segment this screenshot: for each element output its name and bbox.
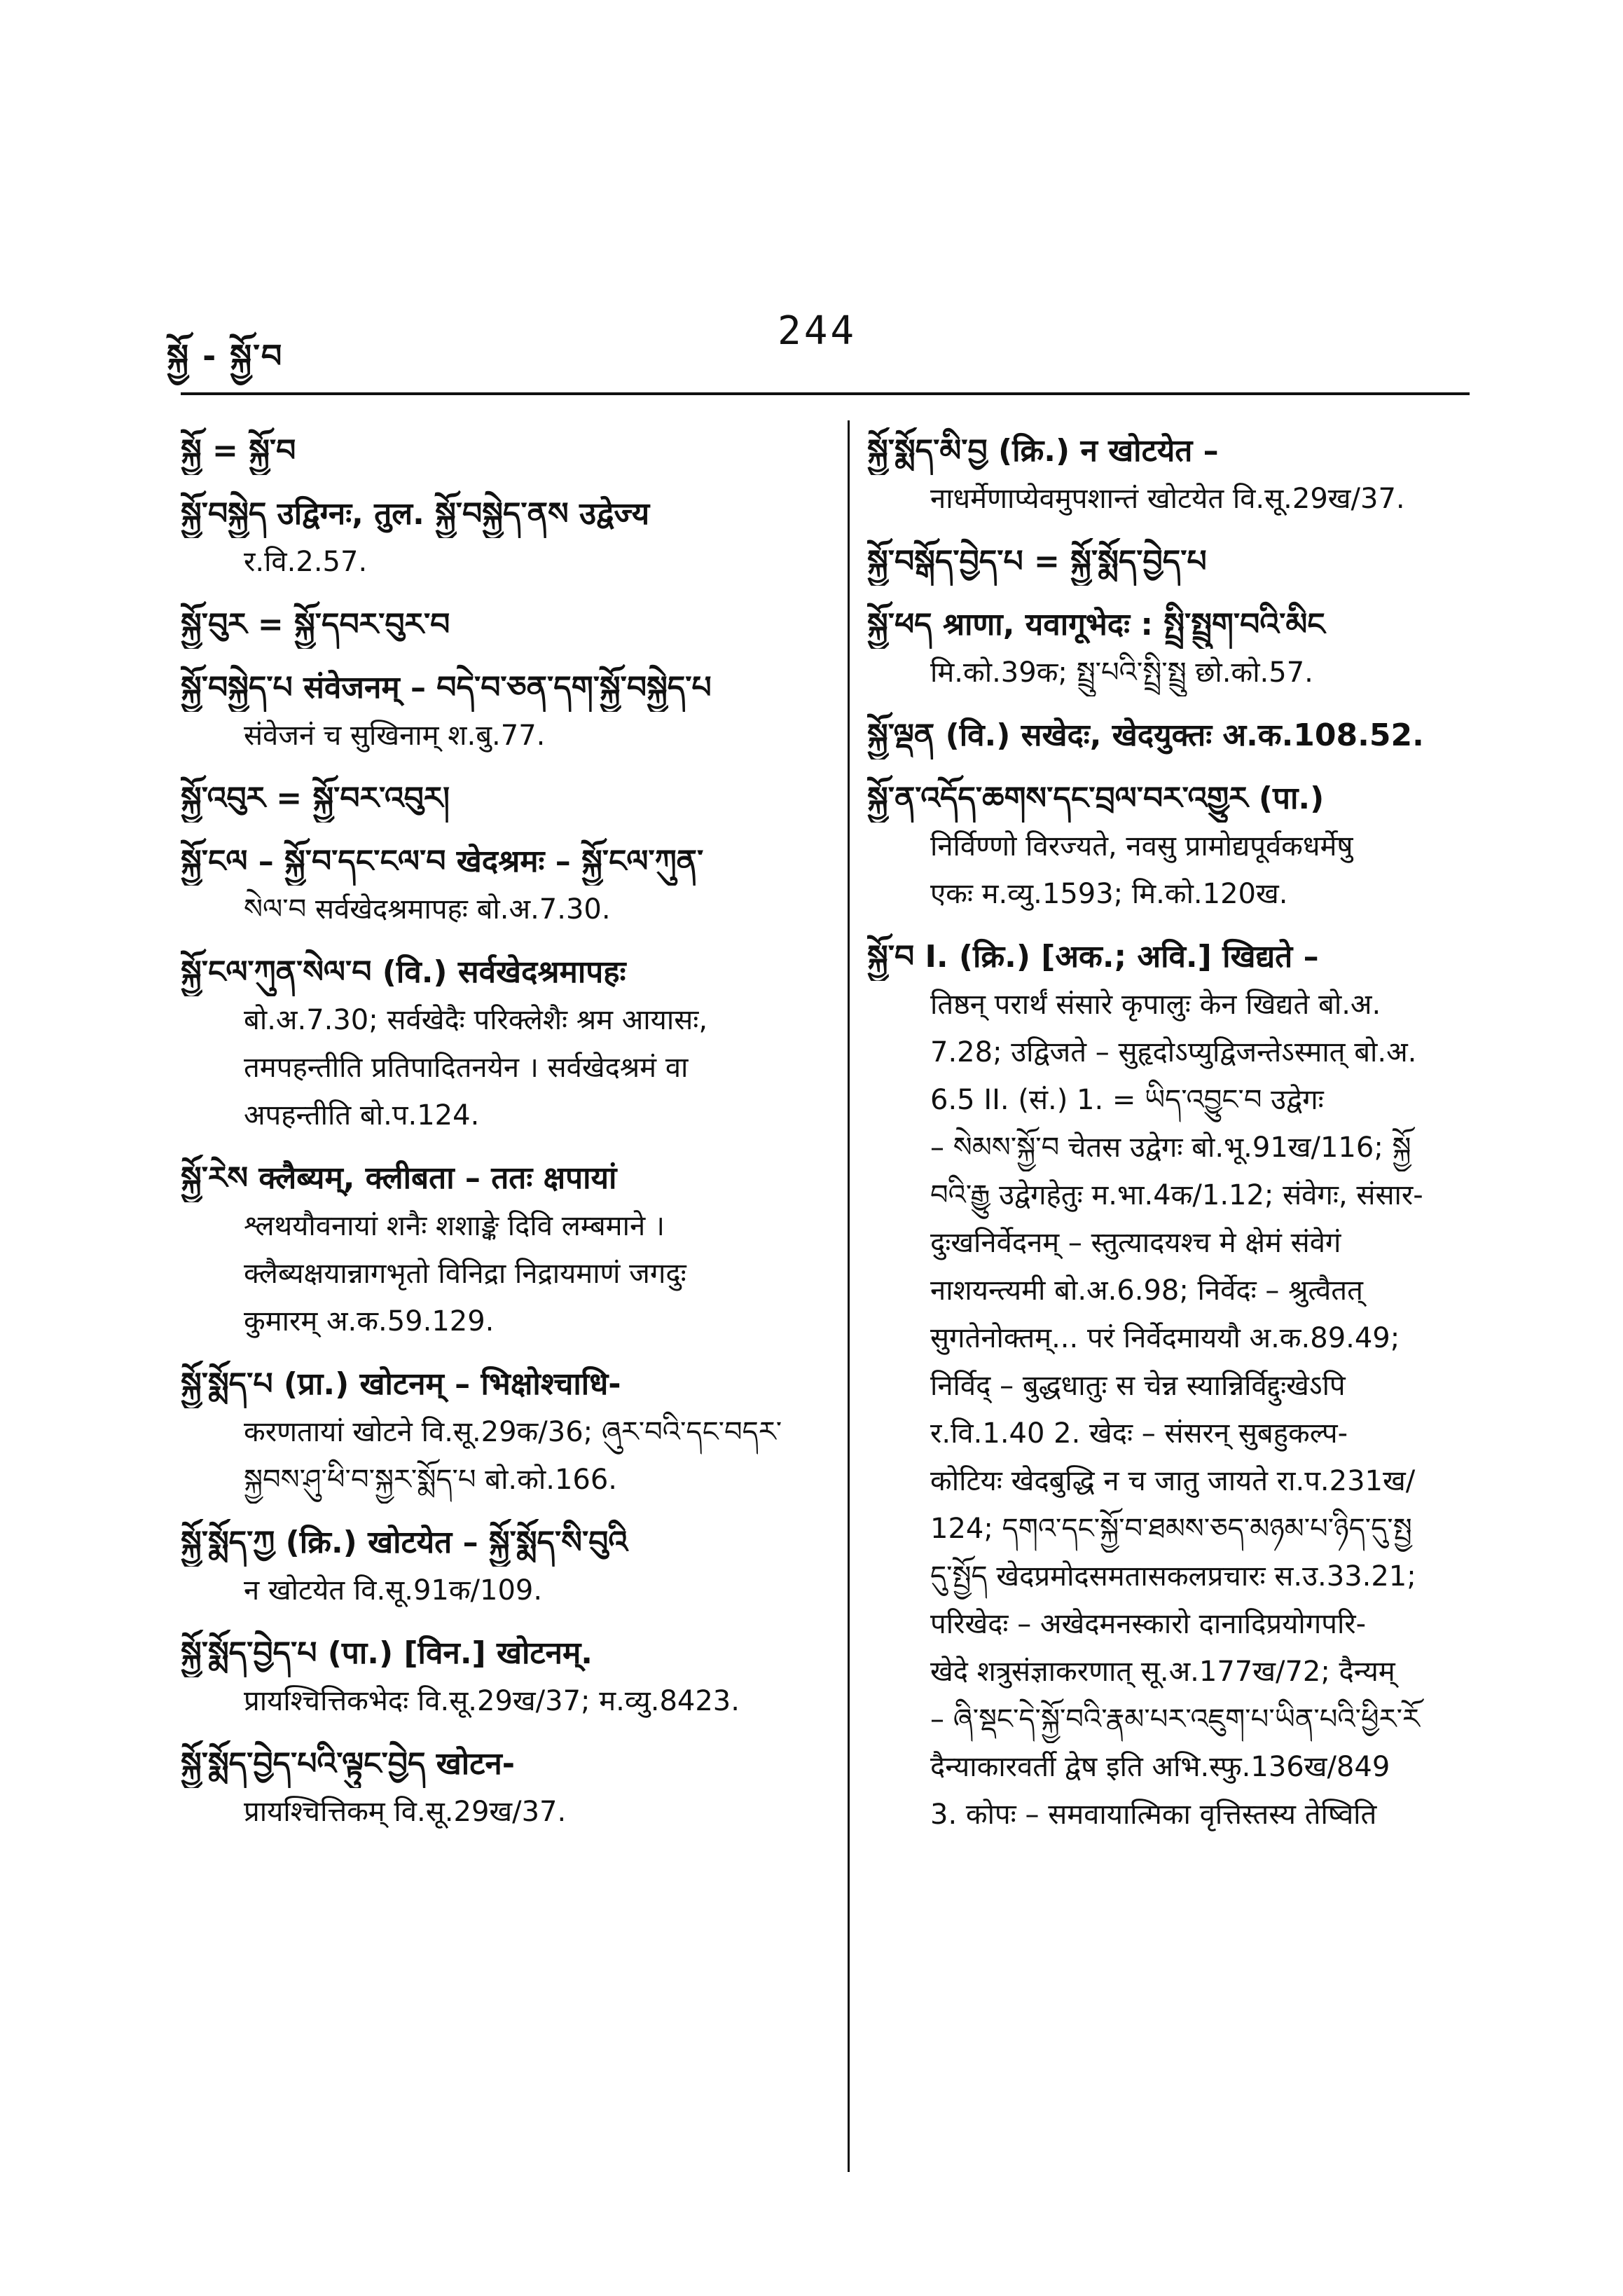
entry-text-line: परिखेदः – अखेदमनस्कारो दानादिप्रयोगपरि-	[930, 1608, 1367, 1640]
entry-headword-line: སྐྱོ་བསྒོད་བྱེད་པ = སྐྱོ་སྨོད་བྱེད་པ	[867, 544, 1207, 579]
entry-text-line: खेदे शत्रुसंज्ञाकरणात् सू.अ.177ख/72; दैन्यम्	[930, 1656, 1395, 1688]
entry-text-line: དུ་སྤྱོད खेदप्रमोदसमतासकलप्रचारः स.उ.33.21;	[930, 1560, 1416, 1593]
entry-text-line: र.वि.2.57.	[244, 546, 368, 578]
entry-text-line: श्लथयौवनायां शनैः शशाङ्के दिवि लम्बमाने ।	[244, 1210, 665, 1242]
right-column	[867, 427, 1498, 1854]
entry-text-line: बो.अ.7.30; सर्वखेदैः परिक्लेशैः श्रम आयासः,	[244, 1004, 708, 1036]
entry-text-line: निर्विण्णो विरज्यते, नवसु प्रामोद्यपूर्वकधर्मेषु	[930, 830, 1353, 862]
dictionary-entry	[181, 949, 825, 1139]
dictionary-entry	[867, 427, 1498, 523]
entry-text-line: र.वि.1.40 2. खेदः – संसरन् सुबहुकल्प-	[930, 1417, 1348, 1450]
entry-text-line: – སེམས་སྐྱོ་བ चेतस उद्वेगः बो.भू.91ख/116; སྐྱོ	[930, 1132, 1411, 1164]
entry-text-line: प्रायश्चित्तिकम् वि.सू.29ख/37.	[244, 1796, 567, 1828]
entry-text-line: करणतायां खोटने वि.सू.29क/36; ཞུར་བའི་དང་བདར་	[244, 1416, 782, 1448]
header-rule	[181, 392, 1470, 395]
entry-headword-line: སྐྱོ་བ I. (क्रि.) [अक.; अवि.] खिद्यते –	[867, 939, 1319, 975]
dictionary-entry	[867, 933, 1498, 1838]
entry-text-line: क्लैब्यक्षयान्नागभृतो विनिद्रा निद्रायमाणं जगदुः	[244, 1258, 686, 1290]
entry-text-line: अपहन्तीति बो.प.124.	[244, 1099, 480, 1132]
entry-headword-line: སྐྱོ་སྨོད་པ (प्रा.) खोटनम् – भिक्षोश्चाधि-	[181, 1366, 621, 1402]
entry-text-line: सुगतेनोक्तम्... परं निर्वेदमाययौ अ.क.89.49;	[930, 1322, 1400, 1354]
entry-text-line: प्रायश्चित्तिकभेदः वि.सू.29ख/37; म.व्यु.8423.	[244, 1685, 740, 1717]
entry-headword-line: སྐྱོ་ངལ – སྐྱོ་བ་དང་ངལ་བ खेदश्रमः – སྐྱོ་ངལ་ཀུན་	[181, 844, 704, 879]
entry-text-line: སེལ་བ सर्वखेदश्रमापहः बो.अ.7.30.	[244, 893, 611, 926]
dictionary-entry	[867, 775, 1498, 918]
entry-text-line: न खोटयेत वि.सू.91क/109.	[244, 1574, 543, 1607]
entry-headword-line: སྐྱོ་སྨོད་བྱེད་པ (पा.) [विन.] खोटनम्.	[181, 1635, 593, 1671]
entry-headword-line: སྐྱོ་བསྐྱེད उद्विग्नः, तुल. སྐྱོ་བསྐྱེད་ནས उद्वेज्य	[181, 496, 650, 532]
entry-text-line: मि.को.39क; སྤྲུ་པའི་སྤྲི་སྤྲུ छो.को.57.	[930, 657, 1313, 689]
dictionary-entry	[181, 1630, 825, 1725]
entry-text-line: दैन्याकारवर्ती द्वेष इति अभि.स्फु.136ख/849	[930, 1751, 1390, 1783]
dictionary-entry	[867, 538, 1498, 586]
entry-text-line: 124; དགའ་དང་སྐྱོ་བ་ཐམས་ཅད་མཉམ་པ་ཉིད་དུ་སྤྱ	[930, 1513, 1412, 1545]
entry-text-line: कोटियः खेदबुद्धि न च जातु जायते रा.प.231ख/	[930, 1465, 1416, 1497]
entry-headword-line: སྐྱོ་སྨོད་མི་བྱ (क्रि.) न खोटयेत –	[867, 433, 1219, 469]
dictionary-entry	[181, 1361, 825, 1504]
dictionary-entry	[867, 712, 1498, 759]
column-divider	[848, 420, 850, 2172]
dictionary-entry	[181, 601, 825, 649]
entry-text-line: 3. कोपः – समवायात्मिका वृत्तिस्तस्य तेष्विति	[930, 1799, 1377, 1831]
entry-text-line: तिष्ठन् परार्थं संसारे कृपालुः केन खिद्यते बो.अ.	[930, 989, 1381, 1021]
entry-text-line: 7.28; उद्विजते – सुहृदोऽप्युद्विजन्तेऽस्मात् बो.अ.	[930, 1036, 1417, 1068]
page-number: 244	[778, 308, 857, 354]
entry-text-line: – ཞི་སྡང་དེ་སྐྱོ་བའི་རྣམ་པར་འཇུག་པ་ཡིན་པའི་ཕྱིར་རོ	[930, 1703, 1420, 1735]
dictionary-entry	[181, 490, 825, 586]
entry-headword-line: སྐྱོ་བུར = སྐྱོ་དབར་བུར་བ	[181, 607, 450, 642]
dictionary-entry	[867, 601, 1498, 696]
dictionary-entry	[181, 1740, 825, 1836]
running-head: སྐྱོ - སྐྱོ་བ	[167, 337, 284, 375]
dictionary-entry	[181, 775, 825, 823]
entry-text-line: दुःखनिर्वेदनम् – स्तुत्यादयश्च मे क्षेमं संवेगं	[930, 1227, 1341, 1259]
entry-text-line: 6.5 II. (सं.) 1. = ཡིད་འབྱུང་བ उद्वेगः	[930, 1084, 1324, 1116]
entry-headword-line: སྐྱོ་བསྐྱེད་པ संवेजनम् – བདེ་བ་ཅན་དག་སྐྱོ་བསྐྱེད་པ	[181, 670, 712, 706]
entry-headword-line: སྐྱོ་ངལ་ཀུན་སེལ་བ (वि.) सर्वखेदश्रमापहः	[181, 954, 626, 990]
left-column	[181, 427, 825, 1851]
entry-headword-line: སྐྱོ་ན་འདོད་ཆགས་དང་བྲལ་བར་འགྱུར (पा.)	[867, 781, 1325, 816]
entry-text-line: སྐྱབས་ཤུ་ཕི་བ་སྐྱར་སྨོད་པ बो.को.166.	[244, 1464, 618, 1496]
entry-headword-line: སྐྱོ་སྨོད་བྱེད་པའི་ལྟུང་བྱེད खोटन-	[181, 1746, 516, 1782]
entry-text-line: संवेजनं च सुखिनाम् श.बु.77.	[244, 720, 546, 752]
entry-text-line: कुमारम् अ.क.59.129.	[244, 1305, 495, 1338]
dictionary-entry	[181, 838, 825, 933]
entry-headword-line: སྐྱོ་ཕད श्राणा, यवागूभेदः : སྤྲི་སྤྲུག་བའི་མིང	[867, 607, 1325, 642]
entry-text-line: तमपहन्तीति प्रतिपादितनयेन । सर्वखेदश्रमं वा	[244, 1052, 689, 1084]
dictionary-entry	[181, 664, 825, 759]
dictionary-entry	[181, 1519, 825, 1614]
entry-text-line: नाशयन्त्यमी बो.अ.6.98; निर्वेदः – श्रुत्वैतत्	[930, 1274, 1363, 1307]
entry-text-line: नाधर्मेणाप्येवमुपशान्तं खोटयेत वि.सू.29ख/37.	[930, 483, 1405, 515]
entry-headword-line: སྐྱོ་ལྡན (वि.) सखेदः, खेदयुक्तः अ.क.108.52.	[867, 717, 1424, 753]
entry-text-line: एकः म.व्यु.1593; मि.को.120ख.	[930, 878, 1288, 910]
entry-text-line: निर्विद् – बुद्धधातुः स चेन्न स्यान्निर्विद्दुःखेऽपि	[930, 1370, 1346, 1402]
dictionary-entry	[181, 427, 825, 475]
dictionary-entry	[181, 1155, 825, 1345]
entry-headword-line: སྐྱོ་སྨོད་ཀྱ (क्रि.) खोटयेत – སྐྱོ་སྨོད་སི་བུའི	[181, 1525, 628, 1560]
entry-text-line: བའི་རྒྱུ उद्वेगहेतुः म.भा.4क/1.12; संवेगः, संसार-	[930, 1179, 1423, 1211]
entry-headword-line: སྐྱོ = སྐྱོ་བ	[181, 433, 296, 469]
entry-headword-line: སྐྱོ་འབུར = སྐྱོ་བར་འབུར།	[181, 781, 450, 816]
entry-headword-line: སྐྱོ་རེས क्लैब्यम्, क्लीबता – ततः क्षपायां	[181, 1160, 617, 1196]
